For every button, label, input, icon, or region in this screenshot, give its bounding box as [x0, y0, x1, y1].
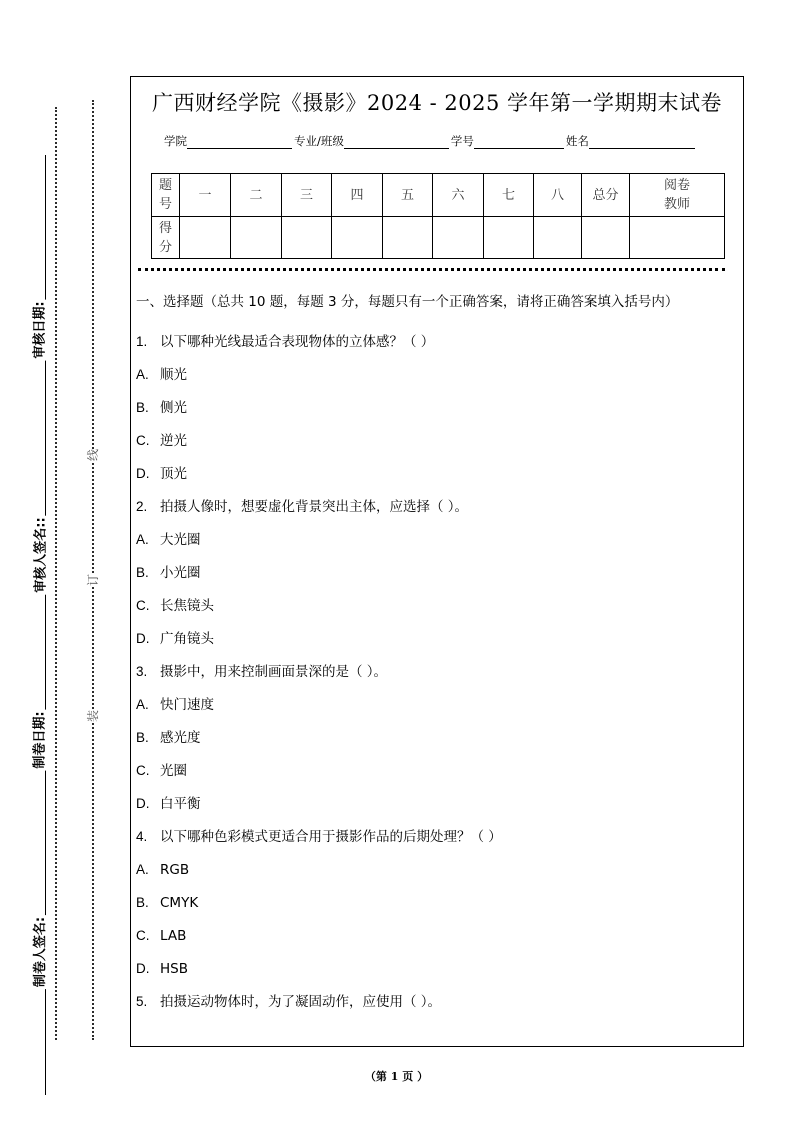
binding-char-line: 线: [86, 448, 101, 462]
option-item[interactable]: D. 顶光: [136, 466, 187, 482]
col-header: 三: [282, 174, 332, 217]
student-id-field[interactable]: [474, 134, 564, 149]
question-5: 5. 拍摄运动物体时，为了凝固动作，应使用（ ）。: [136, 994, 442, 1010]
score-cell[interactable]: [282, 217, 332, 259]
col-header: 四: [332, 174, 383, 217]
college-label: 学院: [164, 134, 187, 148]
name-field[interactable]: [589, 134, 695, 149]
binding-char-bind: 装: [86, 709, 101, 723]
option-item[interactable]: D. 白平衡: [136, 796, 201, 812]
col-header: 二: [231, 174, 282, 217]
paper-maker-signature-label: 制卷人签名:: [33, 916, 49, 988]
option-item[interactable]: C. 逆光: [136, 433, 187, 449]
score-cell-grader[interactable]: [630, 217, 725, 259]
option-item[interactable]: C. 长焦镜头: [136, 598, 214, 614]
major-class-label: 专业/班级: [294, 134, 344, 148]
col-header: 八: [534, 174, 582, 217]
section-multiple-choice: [136, 291, 740, 1025]
score-cell[interactable]: [231, 217, 282, 259]
col-header-total: 总分: [582, 174, 630, 217]
question-4: 4. 以下哪种色彩模式更适合用于摄影作品的后期处理？（ ）: [136, 829, 502, 845]
option-item[interactable]: B. 小光圈: [136, 565, 201, 581]
score-table: [151, 173, 725, 259]
paper-date-label: 制卷日期:: [32, 711, 48, 769]
col-header: 五: [383, 174, 433, 217]
option-item[interactable]: A. RGB: [136, 862, 190, 878]
option-item[interactable]: C. LAB: [136, 928, 187, 944]
row-label-score: 得分: [152, 217, 180, 259]
inner-cut-line: [55, 107, 57, 1040]
score-cell[interactable]: [433, 217, 484, 259]
score-row: [152, 217, 725, 259]
section-heading: 一、选择题（总共 10 题，每题 3 分，每题只有一个正确答案，请将正确答案填入括号内）: [136, 294, 679, 310]
question-number-row: [152, 174, 725, 217]
option-item[interactable]: D. 广角镜头: [136, 631, 214, 647]
score-cell[interactable]: [484, 217, 534, 259]
student-id-label: 学号: [450, 134, 474, 148]
major-class-field[interactable]: [344, 134, 449, 149]
col-header-grader: 阅卷教师: [630, 174, 725, 217]
binding-line: [92, 100, 94, 1040]
student-info-row: [164, 133, 697, 149]
reviewer-signature-label: 审核人签名::: [33, 517, 49, 593]
name-label: 姓名: [565, 134, 589, 148]
score-cell[interactable]: [534, 217, 582, 259]
dotted-separator: [138, 268, 725, 271]
option-item[interactable]: D. HSB: [136, 961, 188, 977]
col-header: 六: [433, 174, 484, 217]
option-item[interactable]: A. 大光圈: [136, 532, 201, 548]
option-item[interactable]: A. 快门速度: [136, 697, 214, 713]
col-header: 一: [180, 174, 231, 217]
binding-char-staple: 订: [86, 573, 101, 587]
college-field[interactable]: [187, 134, 292, 149]
review-date-label: 审核日期:: [32, 301, 48, 359]
exam-page: [130, 76, 744, 1047]
exam-title: 广西财经学院《摄影》2024 - 2025 学年第一学期期末试卷: [151, 91, 722, 115]
question-1: 1. 以下哪种光线最适合表现物体的立体感？（ ）: [136, 334, 435, 350]
page-number: （第 1 页 ）: [364, 1070, 429, 1083]
option-item[interactable]: C. 光圈: [136, 763, 187, 779]
option-item[interactable]: B. 侧光: [136, 400, 187, 416]
col-header: 七: [484, 174, 534, 217]
score-cell[interactable]: [180, 217, 231, 259]
question-3: 3. 摄影中，用来控制画面景深的是（ ）。: [136, 664, 388, 680]
score-cell[interactable]: [332, 217, 383, 259]
score-cell-total[interactable]: [582, 217, 630, 259]
option-item[interactable]: A. 顺光: [136, 367, 187, 383]
question-2: 2. 拍摄人像时，想要虚化背景突出主体，应选择（ ）。: [136, 499, 469, 515]
row-label-question: 题号: [152, 174, 180, 217]
score-cell[interactable]: [383, 217, 433, 259]
option-item[interactable]: B. 感光度: [136, 730, 201, 746]
option-item[interactable]: B. CMYK: [136, 895, 199, 911]
